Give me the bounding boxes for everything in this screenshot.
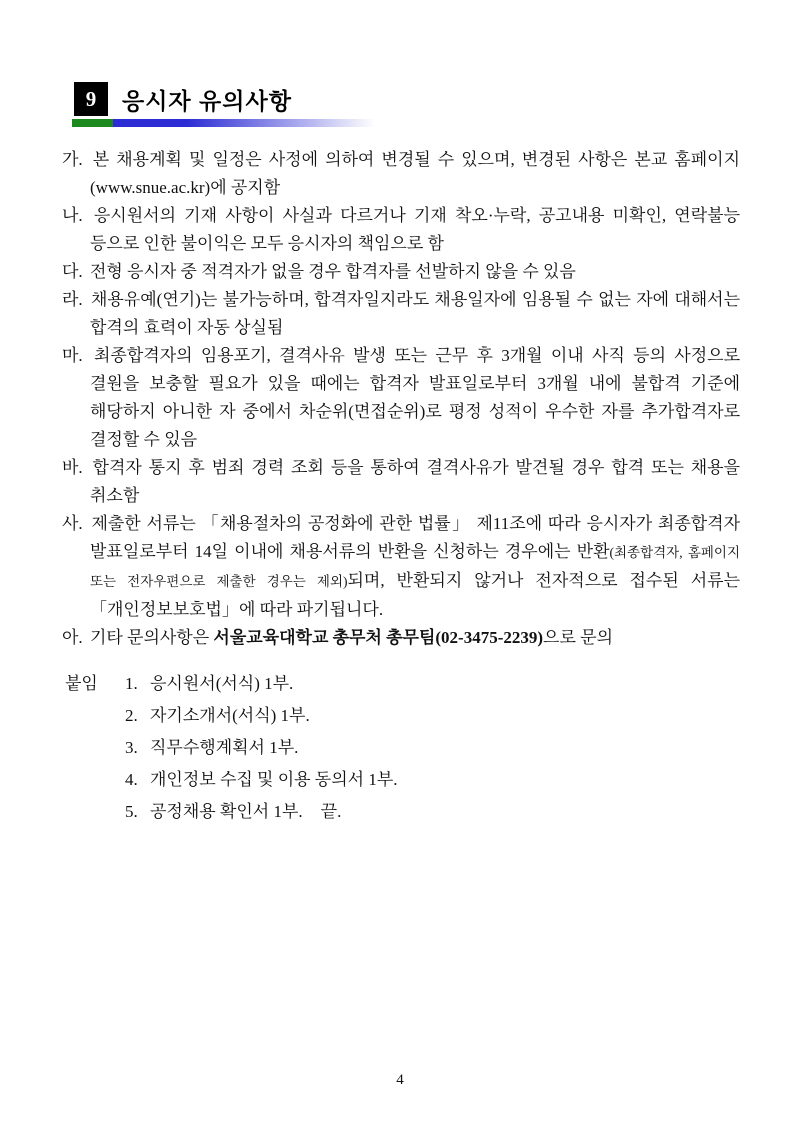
attachment-item-text: 직무수행계획서 1부. bbox=[150, 738, 299, 757]
notice-item-label: 아. bbox=[62, 628, 83, 647]
notice-item-text: 최종합격자의 임용포기, 결격사유 발생 또는 근무 후 3개월 이내 사직 등의 사정으로 결원을 보충할 필요가 있을 때에는 합격자 발표일로부터 3개월 내에 불합격 기준에 해당하지 아니한 자 중에서 차순위(면접순위)로 평정 성적이 우수한 자를 추가합격자로 결정할 수 있음 bbox=[90, 346, 740, 449]
notice-item-label: 가. bbox=[62, 150, 83, 169]
attachment-item bbox=[125, 764, 398, 796]
attachment-item bbox=[125, 700, 398, 732]
notice-item-label: 바. bbox=[62, 458, 83, 477]
notice-item bbox=[62, 624, 740, 652]
notice-item-text: 으로 문의 bbox=[543, 628, 613, 647]
section-header bbox=[74, 82, 292, 116]
notice-item-text: 응시원서의 기재 사항이 사실과 다르거나 기재 착오·누락, 공고내용 미확인, 연락불능 등으로 인한 불이익은 모두 응시자의 책임으로 함 bbox=[90, 206, 741, 253]
notice-item-text: 되며, 반환되지 않거나 전자적으로 접수된 서류는 「개인정보보호법」에 따라 파기됩니다. bbox=[90, 571, 740, 619]
notice-item-text: 채용유예(연기)는 불가능하며, 합격자일지라도 채용일자에 임용될 수 없는 자에 대해서는 합격의 효력이 자동 상실됨 bbox=[90, 290, 741, 337]
notice-item-label: 나. bbox=[62, 206, 83, 225]
notice-item-label: 다. bbox=[62, 262, 83, 281]
attachment-item-text: 개인정보 수집 및 이용 동의서 1부. bbox=[150, 770, 398, 789]
attachment-item bbox=[125, 796, 398, 828]
attachment-item-text: 공정채용 확인서 1부. bbox=[150, 802, 303, 821]
attachment-item-text: 자기소개서(서식) 1부. bbox=[150, 706, 310, 725]
notice-item bbox=[62, 146, 740, 202]
attachment-item-number: 3. bbox=[125, 738, 138, 757]
notice-item-text: 본 채용계획 및 일정은 사정에 의하여 변경될 수 있으며, 변경된 사항은 본교 홈페이지(www.snue.ac.kr)에 공지함 bbox=[90, 150, 740, 197]
attachment-list bbox=[125, 668, 398, 828]
notice-item-text: 제출한 서류는 「채용절차의 공정화에 관한 법률」 제11조에 따라 응시자가 최종합격자 발표일로부터 14일 이내에 채용서류의 반환을 신청하는 경우에는 반환 bbox=[90, 514, 741, 561]
attachment-label: 붙임 bbox=[65, 674, 98, 693]
header-accent-bar bbox=[72, 119, 375, 127]
attachment-section bbox=[65, 668, 740, 828]
notice-item-text: 합격자 통지 후 범죄 경력 조회 등을 통하여 결격사유가 발견될 경우 합격 또는 채용을 취소함 bbox=[90, 458, 740, 505]
notice-item bbox=[62, 202, 740, 258]
notice-item bbox=[62, 510, 740, 624]
attachment-item-number: 1. bbox=[125, 674, 138, 693]
notice-item bbox=[62, 286, 740, 342]
notice-item-text: (최종합격자, 홈페이지 또는 전자우편으로 제출한 경우는 제외) bbox=[90, 545, 740, 589]
attachment-item-number: 5. bbox=[125, 802, 138, 821]
document-end-mark: 끝. bbox=[320, 802, 342, 821]
section-number: 9 bbox=[85, 86, 97, 111]
attachment-item-number: 2. bbox=[125, 706, 138, 725]
section-number-box bbox=[74, 82, 108, 116]
attachment-item bbox=[125, 668, 398, 700]
notice-item-text: 전형 응시자 중 적격자가 없을 경우 합격자를 선발하지 않을 수 있음 bbox=[89, 262, 576, 281]
notice-list bbox=[62, 146, 740, 652]
notice-item bbox=[62, 454, 740, 510]
notice-item-label: 마. bbox=[62, 346, 83, 365]
notice-item-label: 사. bbox=[62, 514, 83, 533]
section-title: 응시자 유의사항 bbox=[122, 87, 292, 114]
notice-item-text: 서울교육대학교 총무처 총무팀(02-3475-2239) bbox=[213, 628, 544, 647]
notice-item-text: 기타 문의사항은 bbox=[89, 628, 214, 647]
attachment-item-number: 4. bbox=[125, 770, 138, 789]
attachment-item bbox=[125, 732, 398, 764]
attachment-item-text: 응시원서(서식) 1부. bbox=[150, 674, 294, 693]
notice-item-label: 라. bbox=[62, 290, 83, 309]
notice-item bbox=[62, 342, 740, 454]
page-number: 4 bbox=[396, 1072, 404, 1088]
notice-item bbox=[62, 258, 740, 286]
